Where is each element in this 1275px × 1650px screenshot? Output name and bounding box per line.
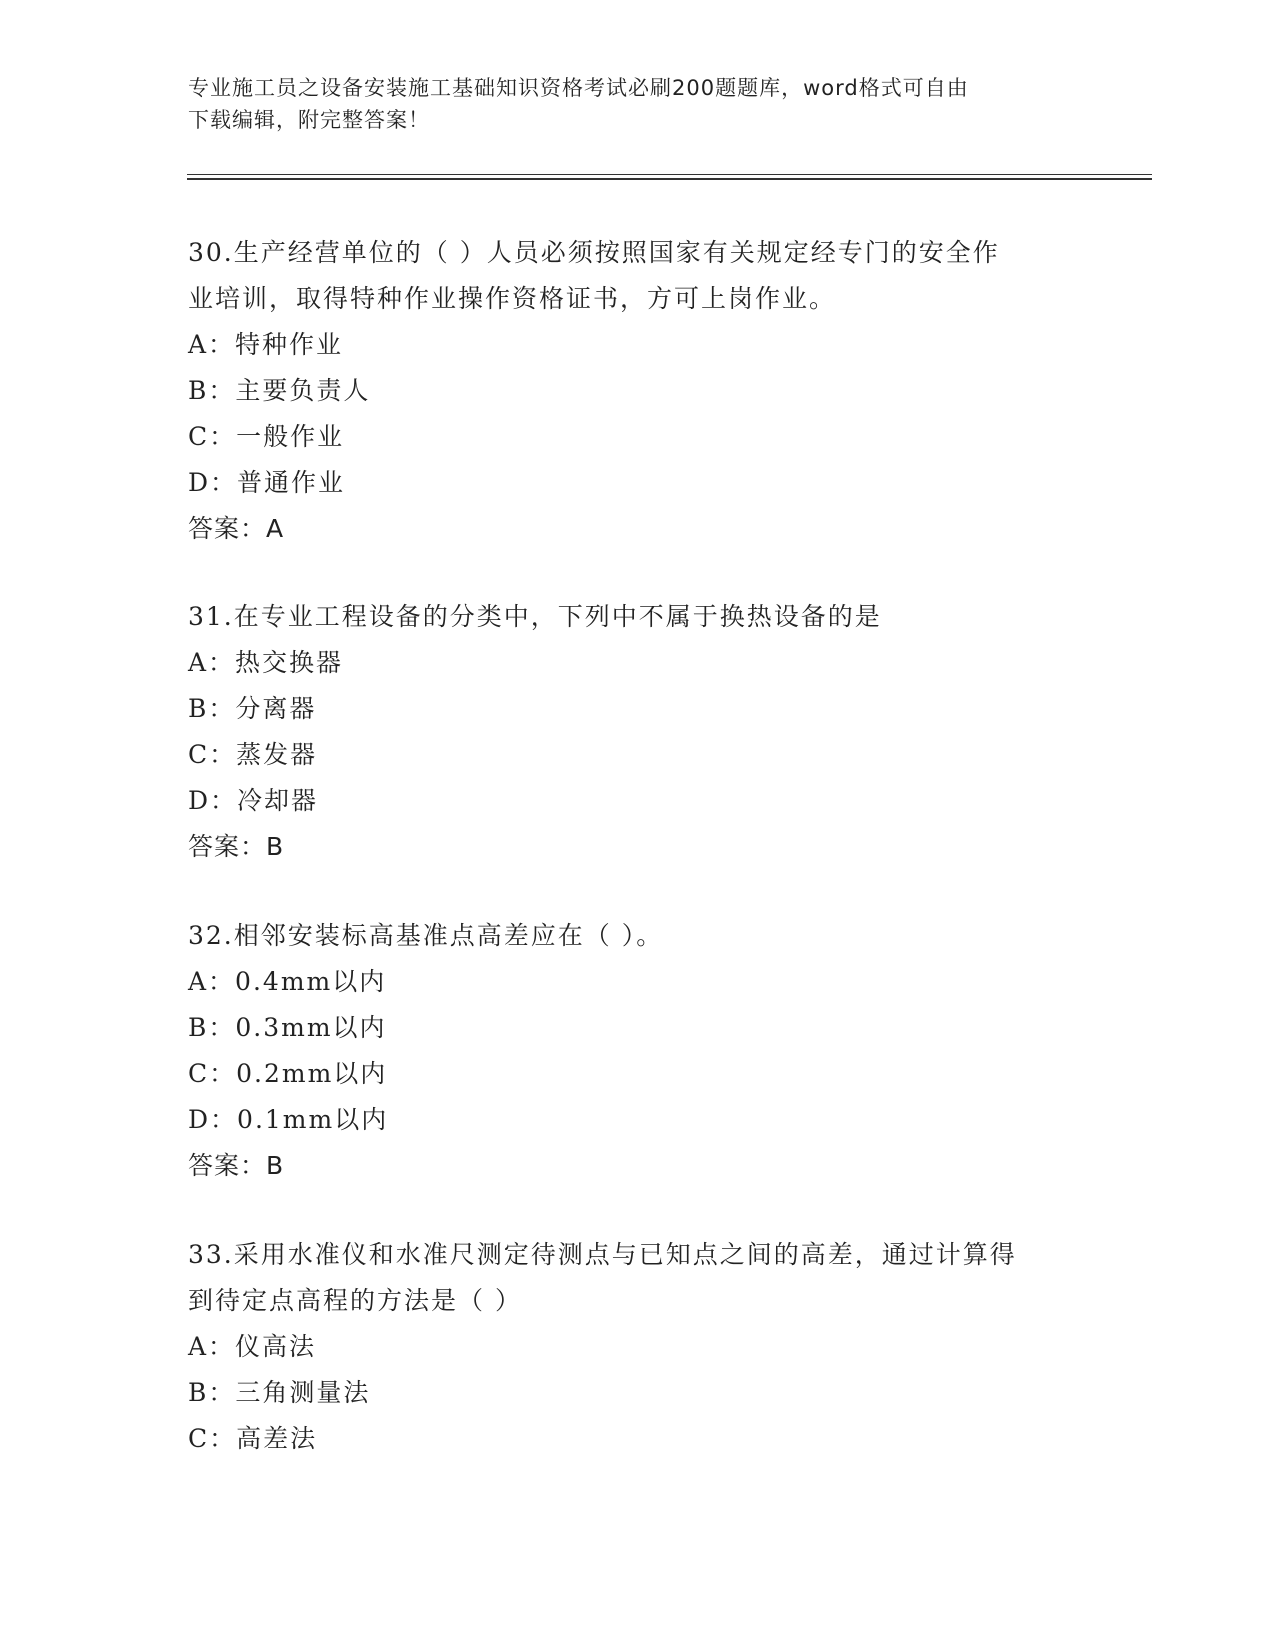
question-stem: 业培训，取得特种作业操作资格证书，方可上岗作业。	[188, 284, 837, 313]
option-d: D：0.1mm以内	[188, 1105, 389, 1134]
answer-label: 答案：A	[188, 514, 285, 543]
question-stem: 31.在专业工程设备的分类中，下列中不属于换热设备的是	[188, 602, 882, 631]
header-line-2: 下载编辑，附完整答案！	[188, 108, 430, 132]
option-b: B：主要负责人	[188, 376, 371, 405]
answer-label: 答案：B	[188, 832, 285, 861]
question-32	[188, 913, 1088, 1189]
question-stem: 到待定点高程的方法是（ ）	[188, 1286, 522, 1315]
option-c: C：高差法	[188, 1424, 318, 1453]
option-a: A：特种作业	[188, 330, 344, 359]
option-b: B：三角测量法	[188, 1378, 371, 1407]
header-rule-thin	[187, 174, 1152, 175]
option-a: A：热交换器	[188, 648, 344, 677]
option-a: A：0.4mm以内	[188, 967, 387, 996]
document-header	[188, 72, 1088, 136]
header-line-1: 专业施工员之设备安装施工基础知识资格考试必刷200题题库，word格式可自由	[188, 76, 969, 100]
question-33	[188, 1232, 1088, 1462]
question-stem: 33.采用水准仪和水准尺测定待测点与已知点之间的高差，通过计算得	[188, 1240, 1017, 1269]
question-30	[188, 230, 1088, 552]
option-d: D：普通作业	[188, 468, 346, 497]
option-c: C：蒸发器	[188, 740, 318, 769]
header-rule-thick	[187, 178, 1152, 180]
question-stem: 30.生产经营单位的（ ）人员必须按照国家有关规定经专门的安全作	[188, 238, 1000, 267]
answer-label: 答案：B	[188, 1151, 285, 1180]
question-stem: 32.相邻安装标高基准点高差应在（ ）。	[188, 921, 664, 950]
option-a: A：仪高法	[188, 1332, 317, 1361]
option-b: B：0.3mm以内	[188, 1013, 387, 1042]
question-31	[188, 594, 1088, 870]
option-d: D：冷却器	[188, 786, 319, 815]
option-c: C：0.2mm以内	[188, 1059, 388, 1088]
option-b: B：分离器	[188, 694, 317, 723]
option-c: C：一般作业	[188, 422, 345, 451]
